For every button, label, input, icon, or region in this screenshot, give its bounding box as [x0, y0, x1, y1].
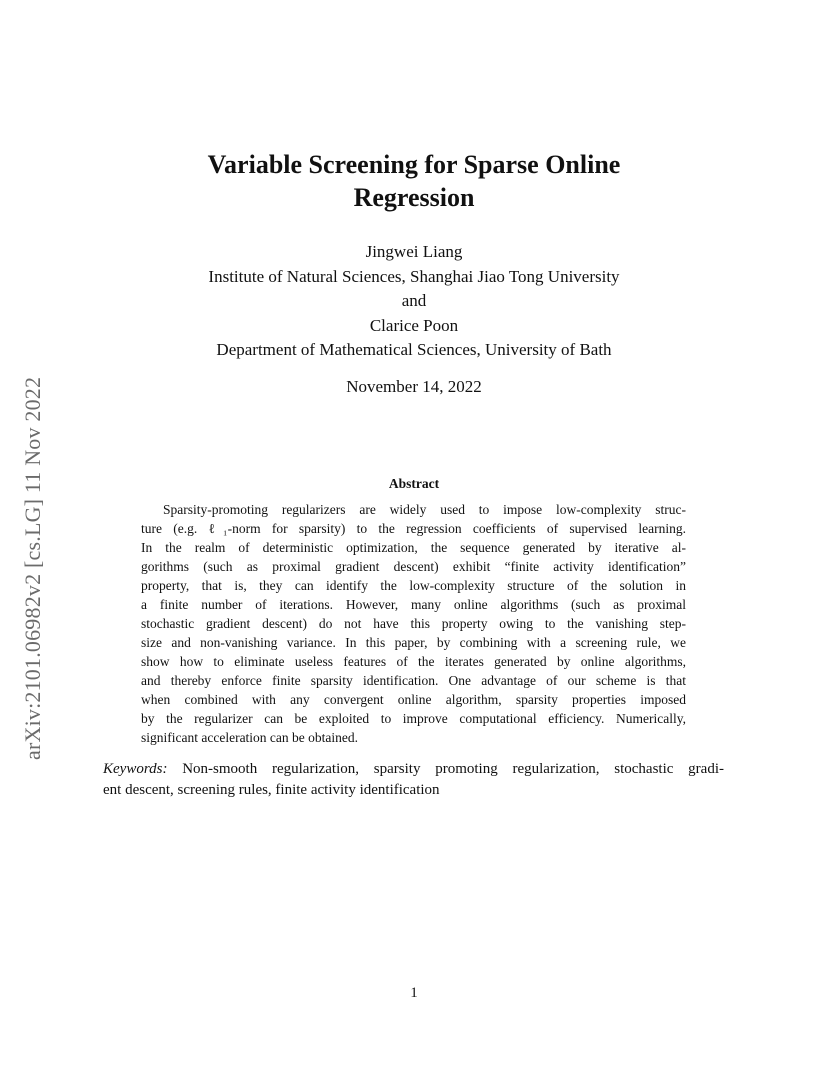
author-affiliation-1: Institute of Natural Sciences, Shanghai Jiao Tong University — [208, 266, 620, 286]
keywords-section — [103, 759, 724, 800]
abstract-line: show how to eliminate useless features of the iterates generated by online algorithms, — [141, 654, 686, 669]
paper-title-line-2: Regression — [353, 183, 475, 212]
abstract-line: significant acceleration can be obtained. — [141, 730, 359, 745]
keywords-label: Keywords: — [103, 761, 168, 777]
abstract-line: by the regularizer can be exploited to improve computational efficiency. Numerically, — [141, 711, 686, 726]
author-name-2: Clarice Poon — [369, 315, 459, 335]
paper-date: November 14, 2022 — [346, 377, 482, 396]
keywords-text-1: Non-smooth regularization, sparsity promoting regularization, stochastic gradi- — [182, 761, 724, 777]
page-number: 1 — [410, 985, 418, 1001]
abstract-line: and thereby enforce finite sparsity identification. One advantage of our scheme is that — [141, 673, 686, 688]
author-name-1: Jingwei Liang — [365, 242, 463, 261]
keywords-line-1 — [103, 759, 724, 780]
abstract-body — [141, 500, 686, 747]
abstract-line: size and non-vanishing variance. In this paper, by combining with a screening rule, we — [141, 635, 686, 650]
paper-title-line-1: Variable Screening for Sparse Online — [207, 150, 621, 179]
abstract-line: a finite number of iterations. However, many online algorithms (such as proximal — [141, 597, 686, 612]
paper-title — [120, 148, 708, 214]
abstract-line: gorithms (such as proximal gradient descent) exhibit “finite activity identification” — [141, 559, 686, 574]
author-affiliation-2: Department of Mathematical Sciences, University of Bath — [216, 340, 612, 359]
abstract-line: In the realm of deterministic optimization, the sequence generated by iterative al- — [141, 540, 686, 555]
abstract-heading: Abstract — [388, 476, 440, 491]
author-conjunction: and — [401, 291, 427, 310]
arxiv-identifier-stamp: arXiv:2101.06982v2 [cs.LG] 11 Nov 2022 — [20, 376, 45, 760]
abstract-line: when combined with any convergent online algorithm, sparsity properties imposed — [141, 692, 686, 707]
keywords-line-2: ent descent, screening rules, finite activity identification — [103, 781, 440, 798]
abstract-line: Sparsity-promoting regularizers are widely used to impose low-complexity struc- — [163, 502, 686, 517]
abstract-line: property, that is, they can identify the low-complexity structure of the solution in — [141, 578, 686, 593]
author-block — [110, 240, 718, 363]
abstract-line: stochastic gradient descent) do not have this property owing to the vanishing step- — [141, 616, 686, 631]
abstract-line: ture (e.g. ℓ₁-norm for sparsity) to the regression coefficients of supervised learning. — [141, 521, 686, 536]
